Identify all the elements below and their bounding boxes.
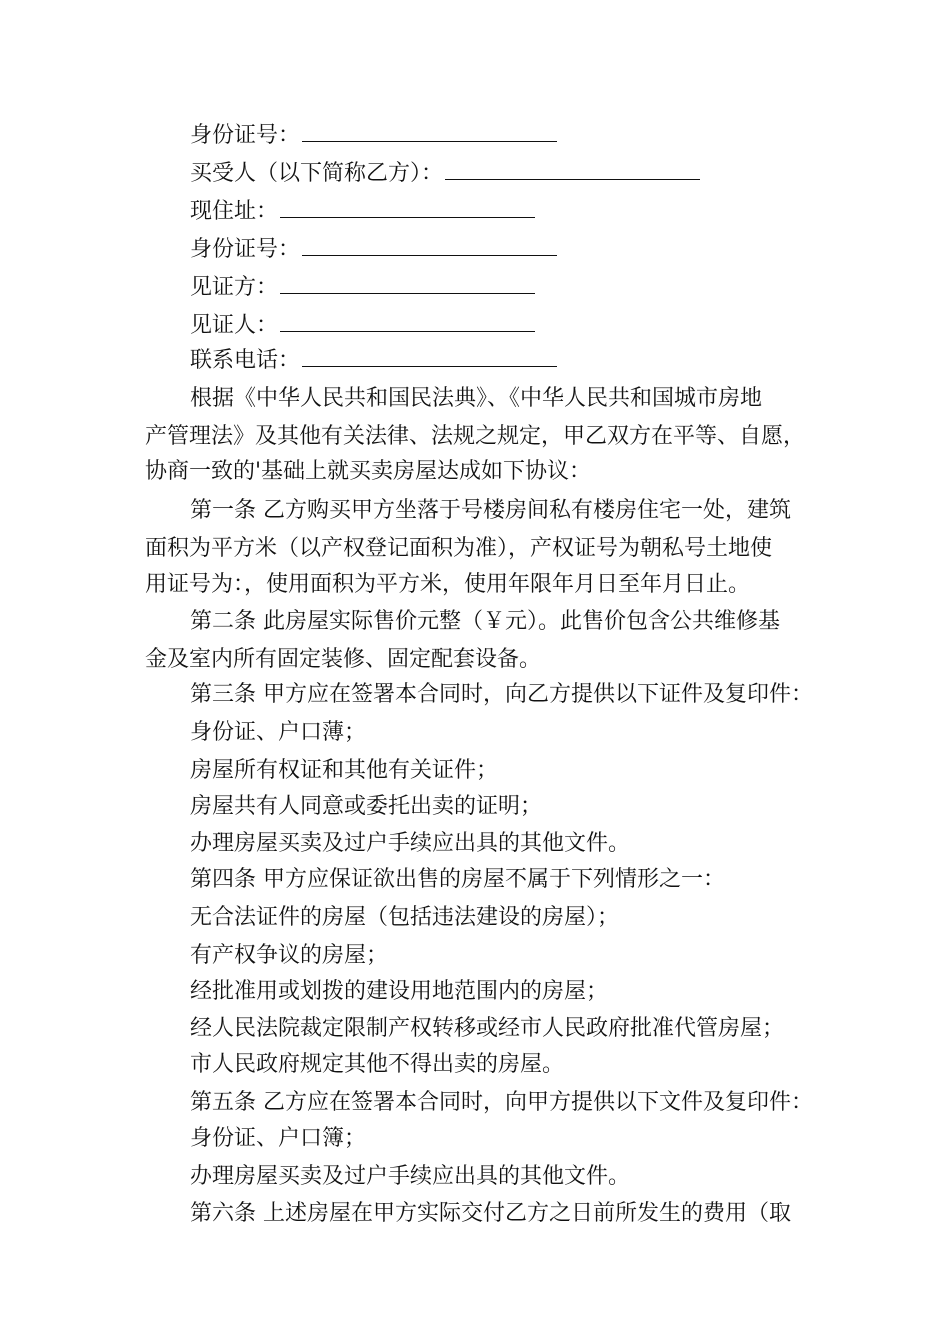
blank-line — [280, 197, 535, 218]
article-5-item: 身份证、户口簿； — [190, 1126, 367, 1151]
article-3-item: 房屋共有人同意或委托出卖的证明； — [190, 794, 543, 819]
field-label: 见证方： — [190, 275, 279, 300]
article-3-item: 身份证、户口薄； — [190, 720, 367, 745]
blank-line — [445, 159, 700, 180]
field-witness-person — [190, 307, 815, 344]
blank-line — [302, 121, 557, 142]
article-5-item: 办理房屋买卖及过户手续应出具的其他文件。 — [190, 1164, 631, 1189]
article-1-line: 用证号为：，使用面积为平方米，使用年限年月日至年月日止。 — [145, 572, 751, 597]
article-4-item: 经人民法院裁定限制产权转移或经市人民政府批准代管房屋； — [190, 1016, 785, 1041]
field-id-number-buyer — [190, 231, 815, 268]
article-4-title: 第四条 甲方应保证欲出售的房屋不属于下列情形之一： — [190, 867, 725, 892]
blank-line — [280, 273, 535, 294]
article-4-item: 有产权争议的房屋； — [190, 943, 389, 968]
field-witness-party — [190, 269, 815, 306]
blank-line — [302, 235, 557, 256]
article-3-item: 房屋所有权证和其他有关证件； — [190, 758, 499, 783]
preamble-line: 产管理法》及其他有关法律、法规之规定，甲乙双方在平等、自愿， — [145, 424, 806, 449]
preamble-line: 协商一致的'基础上就买卖房屋达成如下协议： — [145, 459, 592, 484]
preamble-line: 根据《中华人民共和国民法典》、《中华人民共和国城市房地 — [190, 386, 763, 411]
field-label: 身份证号： — [190, 237, 301, 262]
article-5-title: 第五条 乙方应在签署本合同时，向甲方提供以下文件及复印件： — [190, 1090, 813, 1115]
article-4-item: 经批准用或划拨的建设用地范围内的房屋； — [190, 979, 609, 1004]
field-label: 买受人（以下简称乙方）： — [190, 161, 444, 186]
article-1-line: 面积为平方米（以产权登记面积为准），产权证号为朝私号土地使 — [145, 536, 773, 561]
article-4-item: 无合法证件的房屋（包括违法建设的房屋）； — [190, 905, 620, 930]
article-1-line: 第一条 乙方购买甲方坐落于号楼房间私有楼房住宅一处，建筑 — [190, 498, 791, 523]
article-3-item: 办理房屋买卖及过户手续应出具的其他文件。 — [190, 831, 631, 856]
article-4-item: 市人民政府规定其他不得出卖的房屋。 — [190, 1052, 565, 1077]
article-2-line: 金及室内所有固定装修、固定配套设备。 — [145, 647, 542, 672]
field-id-number-seller — [190, 117, 815, 154]
article-3-title: 第三条 甲方应在签署本合同时，向乙方提供以下证件及复印件： — [190, 682, 813, 707]
blank-line — [302, 346, 557, 367]
field-label: 见证人： — [190, 313, 279, 338]
article-6-line: 第六条 上述房屋在甲方实际交付乙方之日前所发生的费用（取 — [190, 1201, 791, 1226]
field-address — [190, 193, 815, 230]
field-label: 身份证号： — [190, 123, 301, 148]
field-label: 联系电话： — [190, 348, 301, 373]
field-label: 现住址： — [190, 199, 279, 224]
article-2-line: 第二条 此房屋实际售价元整（￥元）。此售价包含公共维修基 — [190, 609, 780, 634]
blank-line — [280, 311, 535, 332]
field-phone — [190, 342, 815, 379]
field-buyer — [190, 155, 815, 192]
